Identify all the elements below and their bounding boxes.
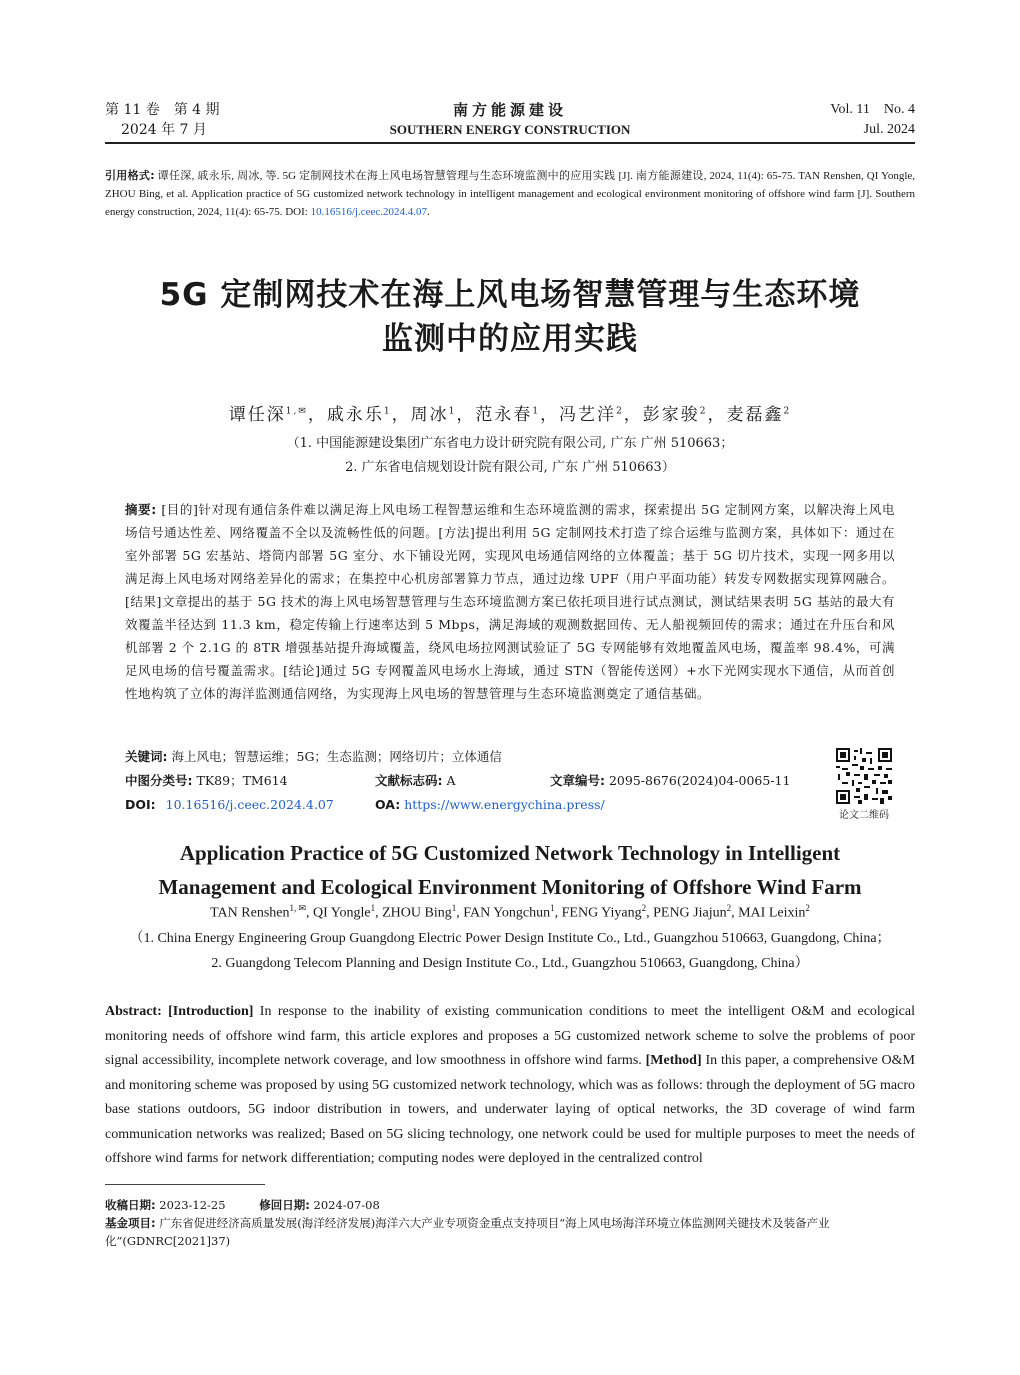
- author-sup: 1: [451, 903, 457, 913]
- abstract-en-tag-method: Method: [650, 1053, 697, 1068]
- header-rule: [105, 142, 915, 144]
- affiliation-cn-2: 2. 广东省电信规划设计院有限公司, 广东 广州 510663）: [345, 460, 675, 475]
- affiliation-en-2: 2. Guangdong Telecom Planning and Design Institute Co., Ltd., Guangzhou 510663, Guangdong, China）: [211, 956, 809, 971]
- page-header: [105, 100, 915, 138]
- author-en: , ZHOU Bing: [375, 905, 452, 921]
- classification-row: [125, 770, 815, 792]
- date-cn: 2024 年 7 月: [121, 122, 207, 138]
- date-en: Jul. 2024: [863, 122, 915, 137]
- title-en-line2: Management and Ecological Environment Monitoring of Offshore Wind Farm: [158, 875, 862, 899]
- doi-row: [125, 794, 815, 816]
- author-sup: 1: [550, 903, 555, 913]
- title-en-line1: Application Practice of 5G Customized Network Technology in Intelligent: [179, 841, 841, 865]
- abstract-en-text-1: In response to the inability of existing communication conditions to meet the intelligent O&M and ecological monitoring needs of offshore wind farm, this article explores and proposes a 5G customized network scheme to solve the problems of poor signal accessibility, incomplete network coverage, and low smoothness in offshore wind farms.: [105, 1004, 915, 1068]
- citation-end: .: [427, 206, 430, 218]
- author-sup: 2: [726, 903, 732, 913]
- author-en: TAN Renshen: [210, 905, 290, 921]
- volume-en: Vol. 11 No. 4: [830, 102, 915, 117]
- author-cn: ，麦磊鑫: [707, 405, 784, 425]
- author-en: , QI Yongle: [306, 905, 371, 921]
- author-sup: 1: [448, 406, 457, 417]
- citation-text-cn: 谭任深, 戚永乐, 周冰, 等. 5G 定制网技术在海上风电场智慧管理与生态环境监测中的应用实践 [J]. 南方能源建设, 2024, 11(4): 65-75.: [157, 170, 796, 182]
- footnote-rule: [105, 1184, 265, 1185]
- keywords-value: 海上风电；智慧运维；5G；生态监测；网络切片；立体通信: [171, 749, 502, 764]
- journal-name-en: SOUTHERN ENERGY CONSTRUCTION: [389, 122, 631, 137]
- author-sup: 2: [699, 406, 708, 417]
- author-sup: 1: [532, 406, 541, 417]
- abstract-cn-text: [目的]针对现有通信条件难以满足海上风电场工程智慧运维和生态环境监测的需求，探索提出 5G 定制网方案，以解决海上风电场信号通达性差、网络覆盖不全以及流畅性低的问题。[方法]提出利用 5G 定制网技术打造了综合运维与监测方案，具体如下：通过在室外部署 5G 宏基站、塔筒内部署 5G 室分、水下铺设光网，实现风电场通信网络的立体覆盖；基于 5G 切片技术，实现一网多用以满足海上风电场对网络差异化的需求；在集控中心机房部署算力节点，通过边缘 UPF（用户平面功能）转发专网数据实现算网融合。[结果]文章提出的基于 5G 技术的海上风电场智慧管理与生态环境监测方案已依托项目进行试点测试，测试结果表明 5G 基站的最大有效覆盖半径达到 11.3 km，稳定传输上行速率达到 5 Mbps，满足海域的观测数据回传、无人船视频回传的需求；通过在升压台和风机部署 2 个 2.1G 的 8TR 增强基站提升海域覆盖，绕风电场拉网测试验证了 5G 专网能够有效地覆盖风电场，覆盖率 98.4%，可满足风电场的信号覆盖需求。[结论]通过 5G 专网覆盖风电场水上海域，通过 STN（智能传送网）+水下光网实现水下通信，从而首创性地构筑了立体的海洋监测通信网络，为实现海上风电场的智慧管理与生态环境监测奠定了通信基础。: [125, 502, 895, 701]
- author-sup: 1, ✉: [289, 903, 307, 913]
- citation-block: [105, 167, 915, 221]
- volume-cn: 第 11 卷 第 4 期: [105, 102, 220, 118]
- affiliation-cn-1: （1. 中国能源建设集团广东省电力设计研究院有限公司, 广东 广州 510663；: [286, 436, 734, 451]
- doc-code-value: A: [446, 773, 456, 788]
- article-number-label: 文章编号:: [550, 773, 605, 788]
- doi-link[interactable]: 10.16516/j.ceec.2024.4.07: [165, 797, 334, 812]
- author-en: , PENG Jiajun: [646, 905, 727, 921]
- oa-label: OA:: [375, 797, 401, 812]
- author-sup: 1,✉: [285, 406, 308, 417]
- authors-en: [105, 903, 915, 922]
- abstract-en-label: Abstract:: [105, 1004, 162, 1019]
- qr-code-icon[interactable]: [836, 748, 892, 804]
- title-en: [105, 836, 915, 904]
- author-cn: ，彭家骏: [623, 405, 700, 425]
- author-cn: ，戚永乐: [307, 405, 384, 425]
- footnote: [105, 1196, 915, 1250]
- received-label: 收稿日期:: [105, 1198, 156, 1212]
- revised-value: 2024-07-08: [313, 1198, 380, 1212]
- keywords-label: 关键词:: [125, 749, 168, 764]
- author-sup: 2: [641, 903, 647, 913]
- doc-code-label: 文献标志码:: [375, 773, 443, 788]
- author-sup: 2: [805, 903, 810, 913]
- funding-row: [105, 1214, 915, 1250]
- abstract-en-tag-introduction: Introduction: [172, 1004, 249, 1019]
- citation-text-en: TAN Renshen, QI Yongle, ZHOU Bing, et al. Application practice of 5G customized network technology in intelligent management and ecological environment monitoring of offshore wind farm [J]. Southern energy construction, 2024, 11(4): 65-75. DOI:: [105, 170, 916, 218]
- clc-label: 中图分类号:: [125, 773, 193, 788]
- abstract-cn-label: 摘要:: [125, 502, 157, 517]
- clc-value: TK89；TM614: [196, 773, 288, 788]
- citation-label: 引用格式:: [105, 169, 155, 182]
- abstract-cn: [125, 498, 895, 705]
- title-cn: [105, 273, 915, 361]
- received-value: 2023-12-25: [159, 1198, 226, 1212]
- author-cn: ，周冰: [391, 405, 449, 425]
- journal-name-cn: 南方能源建设: [452, 101, 567, 119]
- doi-label: DOI:: [125, 797, 156, 812]
- author-en: , FAN Yongchun: [456, 905, 551, 921]
- funding-value: 广东省促进经济高质量发展(海洋经济发展)海洋六大产业专项资金重点支持项目“海上风电场海洋环境立体监测网关键技术及装备产业化”(GDNRC[2021]37): [105, 1216, 830, 1248]
- affiliation-en-1: （1. China Energy Engineering Group Guangdong Electric Power Design Institute Co., Ltd., Guangzhou 510663, Guangdong, China；: [129, 931, 891, 946]
- abstract-en: Abstract: [Introduction] In response to the inability of existing communication conditions to meet the intelligent O&M and ecological monitoring needs of offshore wind farm, this article explores and proposes a 5G customized network scheme to solve the problems of poor signal accessibility, incomplete network coverage, and low smoothness in offshore wind farms. [Method] In this paper, a comprehensive O&M and monitoring scheme was proposed by using 5G customized network technology, which was as follows: through the deployment of 5G macro base stations outdoors, 5G indoor distribution in towers, and underwater laying of optical networks, the 3D coverage of wind farm communication networks was realized; Based on 5G slicing technology, one network could be used for multiple purposes to meet the needs of offshore wind farms for network differentiation; computing nodes were deployed in the centralized control: [105, 1004, 916, 1166]
- header-center: [105, 100, 915, 140]
- funding-label: 基金项目:: [105, 1216, 156, 1230]
- title-cn-line2: 监测中的应用实践: [382, 321, 638, 357]
- revised-label: 修回日期:: [259, 1198, 310, 1212]
- keywords-row: [125, 746, 502, 768]
- affiliations-en: [105, 926, 915, 976]
- author-cn: 谭任深: [228, 405, 286, 425]
- qr-code-label: 论文二维码: [839, 810, 889, 821]
- author-cn: ，范永春: [456, 405, 533, 425]
- citation-doi-link[interactable]: 10.16516/j.ceec.2024.4.07: [310, 206, 428, 218]
- author-sup: 1: [383, 406, 392, 417]
- abstract-en-text-2: In this paper, a comprehensive O&M and monitoring scheme was proposed by using 5G customized network technology, which was as follows: through the deployment of 5G macro base stations outdoors, 5G indoor distribution in towers, and underwater laying of optical networks, the 3D coverage of wind farm communication networks was realized; Based on 5G slicing technology, one network could be used for multiple purposes to meet the needs of offshore wind farms for network differentiation; computing nodes were deployed in the centralized control: [105, 1053, 916, 1166]
- author-sup: 1: [370, 903, 376, 913]
- author-en: , MAI Leixin: [731, 905, 806, 921]
- header-right: [830, 100, 915, 140]
- article-number-value: 2095-8676(2024)04-0065-11: [608, 773, 791, 788]
- dates-row: [105, 1196, 915, 1214]
- authors-cn: [105, 400, 915, 425]
- affiliations-cn: [105, 432, 915, 480]
- oa-link[interactable]: https://www.energychina.press/: [404, 797, 605, 812]
- author-cn: ，冯艺洋: [540, 405, 617, 425]
- author-sup: 2: [783, 406, 792, 417]
- title-cn-line1: 5G 定制网技术在海上风电场智慧管理与生态环境: [159, 277, 861, 313]
- author-en: , FENG Yiyang: [554, 905, 642, 921]
- author-sup: 2: [616, 406, 624, 417]
